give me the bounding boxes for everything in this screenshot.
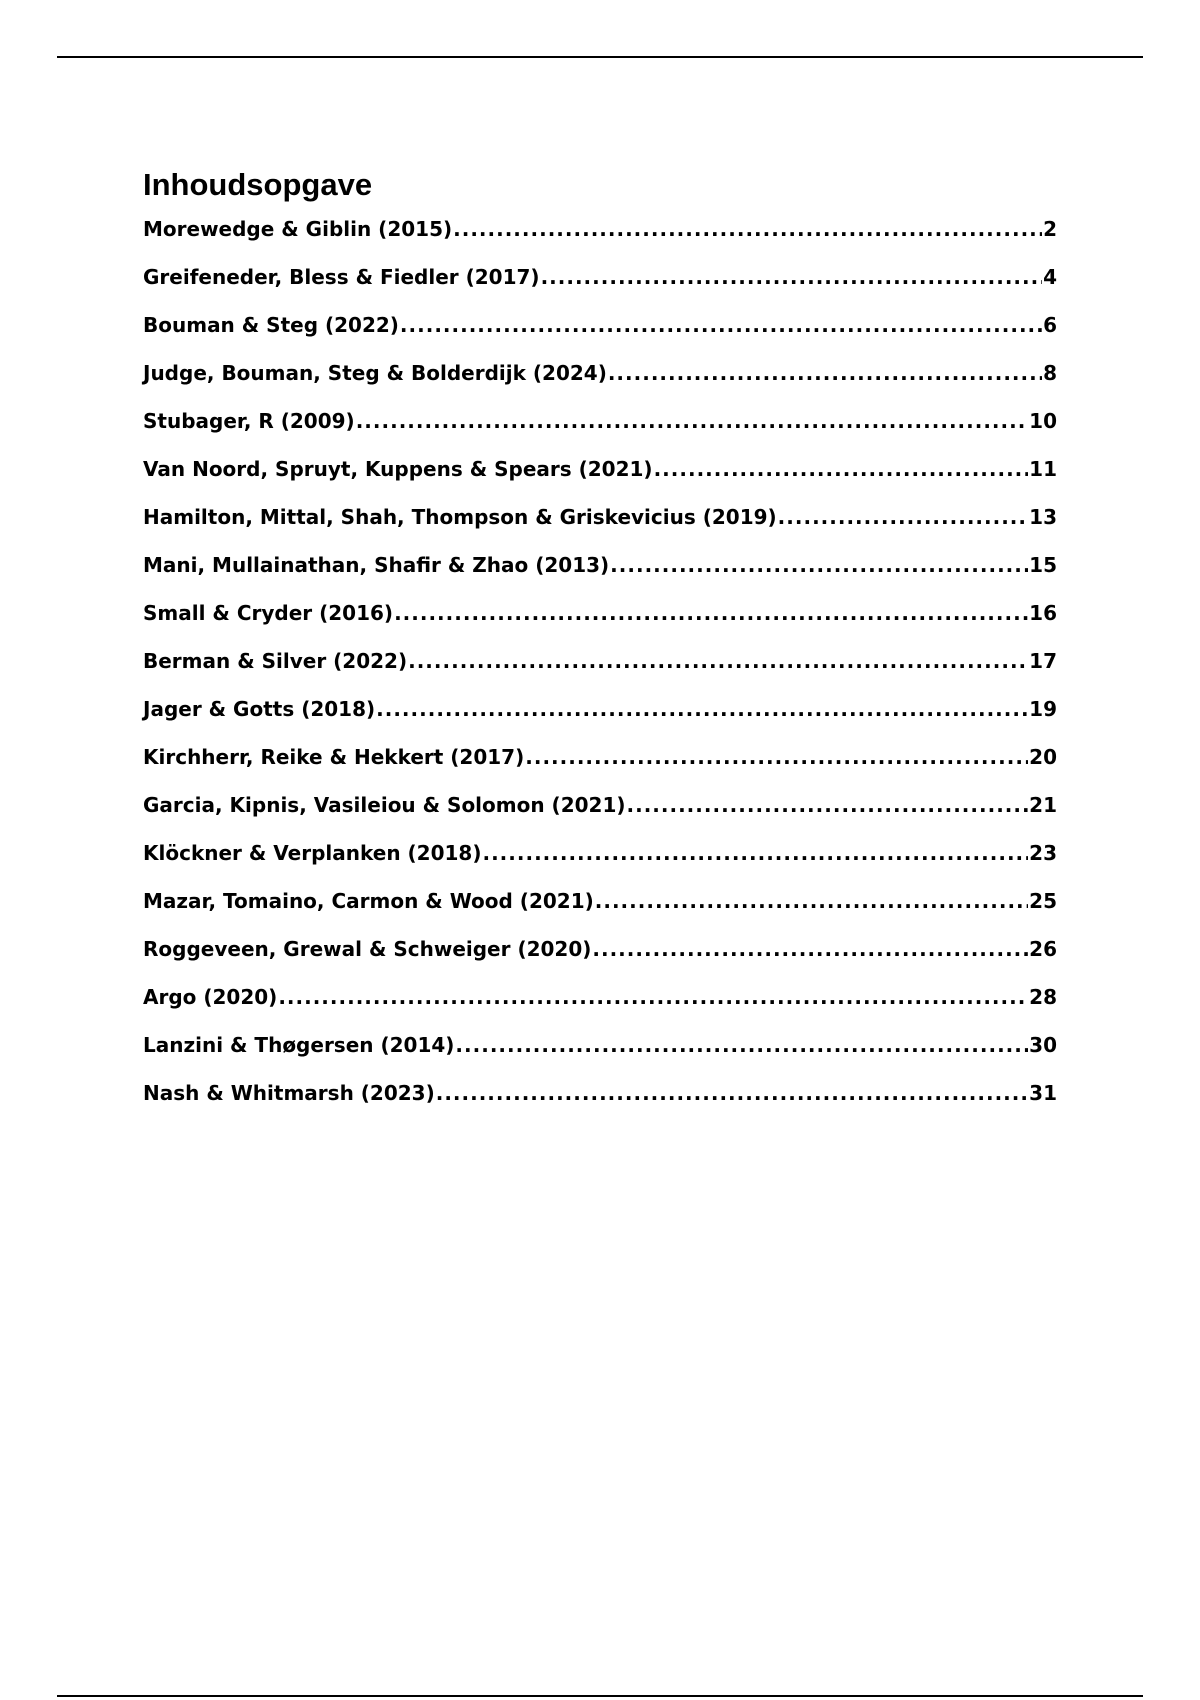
toc-entry-page-number: 13	[1029, 505, 1057, 529]
toc-list	[143, 217, 1057, 1129]
toc-entry[interactable]	[143, 697, 1057, 745]
toc-entry-page-number: 31	[1029, 1081, 1057, 1105]
toc-entry-label: Hamilton, Mittal, Shah, Thompson & Griskevicius (2019)	[143, 505, 777, 529]
toc-entry[interactable]	[143, 793, 1057, 841]
toc-entry-page-number: 20	[1029, 745, 1057, 769]
toc-entry-page-number: 28	[1029, 985, 1057, 1009]
toc-entry-page-number: 17	[1029, 649, 1057, 673]
toc-leader-dots	[482, 841, 1028, 865]
toc-entry-page-number: 6	[1043, 313, 1057, 337]
toc-entry[interactable]	[143, 361, 1057, 409]
toc-entry[interactable]	[143, 937, 1057, 985]
footer-rule	[57, 1695, 1143, 1697]
table-of-contents	[143, 165, 1057, 1129]
toc-entry[interactable]	[143, 265, 1057, 313]
toc-entry-label: Jager & Gotts (2018)	[143, 697, 376, 721]
toc-leader-dots	[541, 265, 1043, 289]
toc-leader-dots	[592, 937, 1028, 961]
toc-entry[interactable]	[143, 649, 1057, 697]
toc-entry-page-number: 21	[1029, 793, 1057, 817]
toc-entry[interactable]	[143, 1081, 1057, 1129]
header-rule	[57, 56, 1143, 58]
toc-leader-dots	[400, 313, 1042, 337]
toc-leader-dots	[595, 889, 1028, 913]
toc-entry-label: Argo (2020)	[143, 985, 278, 1009]
toc-entry-page-number: 23	[1029, 841, 1057, 865]
toc-entry-page-number: 19	[1029, 697, 1057, 721]
toc-entry[interactable]	[143, 889, 1057, 937]
toc-entry-page-number: 4	[1043, 265, 1057, 289]
toc-entry-label: Garcia, Kipnis, Vasileiou & Solomon (2021)	[143, 793, 626, 817]
toc-leader-dots	[455, 1033, 1028, 1057]
toc-leader-dots	[356, 409, 1028, 433]
toc-entry-label: Roggeveen, Grewal & Schweiger (2020)	[143, 937, 592, 961]
toc-leader-dots	[608, 361, 1042, 385]
toc-entry[interactable]	[143, 841, 1057, 889]
toc-entry-label: Small & Cryder (2016)	[143, 601, 394, 625]
toc-entry-label: Stubager, R (2009)	[143, 409, 355, 433]
toc-entry-page-number: 26	[1029, 937, 1057, 961]
toc-entry-page-number: 11	[1029, 457, 1057, 481]
toc-leader-dots	[627, 793, 1029, 817]
toc-leader-dots	[525, 745, 1028, 769]
toc-entry[interactable]	[143, 601, 1057, 649]
toc-leader-dots	[376, 697, 1028, 721]
toc-entry-page-number: 2	[1043, 217, 1057, 241]
toc-entry-label: Berman & Silver (2022)	[143, 649, 408, 673]
toc-entry-page-number: 16	[1029, 601, 1057, 625]
toc-leader-dots	[436, 1081, 1028, 1105]
toc-entry-page-number: 8	[1043, 361, 1057, 385]
toc-entry-label: Bouman & Steg (2022)	[143, 313, 399, 337]
toc-leader-dots	[278, 985, 1028, 1009]
toc-leader-dots	[453, 217, 1042, 241]
toc-entry[interactable]	[143, 745, 1057, 793]
toc-entry[interactable]	[143, 1033, 1057, 1081]
toc-leader-dots	[408, 649, 1028, 673]
toc-entry-label: Kirchherr, Reike & Hekkert (2017)	[143, 745, 525, 769]
toc-entry-page-number: 15	[1029, 553, 1057, 577]
toc-entry[interactable]	[143, 409, 1057, 457]
toc-entry-page-number: 10	[1029, 409, 1057, 433]
toc-entry-label: Judge, Bouman, Steg & Bolderdijk (2024)	[143, 361, 607, 385]
toc-entry-label: Greifeneder, Bless & Fiedler (2017)	[143, 265, 540, 289]
toc-entry-label: Mani, Mullainathan, Shafir & Zhao (2013)	[143, 553, 610, 577]
toc-entry[interactable]	[143, 457, 1057, 505]
toc-entry-label: Van Noord, Spruyt, Kuppens & Spears (2021)	[143, 457, 653, 481]
toc-entry[interactable]	[143, 985, 1057, 1033]
toc-entry-label: Klöckner & Verplanken (2018)	[143, 841, 482, 865]
toc-entry-label: Nash & Whitmarsh (2023)	[143, 1081, 435, 1105]
toc-entry-label: Morewedge & Giblin (2015)	[143, 217, 453, 241]
toc-leader-dots	[610, 553, 1028, 577]
toc-entry[interactable]	[143, 553, 1057, 601]
toc-leader-dots	[778, 505, 1028, 529]
toc-entry[interactable]	[143, 217, 1057, 265]
toc-entry-label: Mazar, Tomaino, Carmon & Wood (2021)	[143, 889, 594, 913]
toc-title: Inhoudsopgave	[143, 167, 373, 202]
toc-entry-page-number: 25	[1029, 889, 1057, 913]
toc-entry[interactable]	[143, 313, 1057, 361]
toc-entry-page-number: 30	[1029, 1033, 1057, 1057]
toc-entry-label: Lanzini & Thøgersen (2014)	[143, 1033, 455, 1057]
toc-leader-dots	[654, 457, 1029, 481]
toc-leader-dots	[394, 601, 1028, 625]
toc-entry[interactable]	[143, 505, 1057, 553]
